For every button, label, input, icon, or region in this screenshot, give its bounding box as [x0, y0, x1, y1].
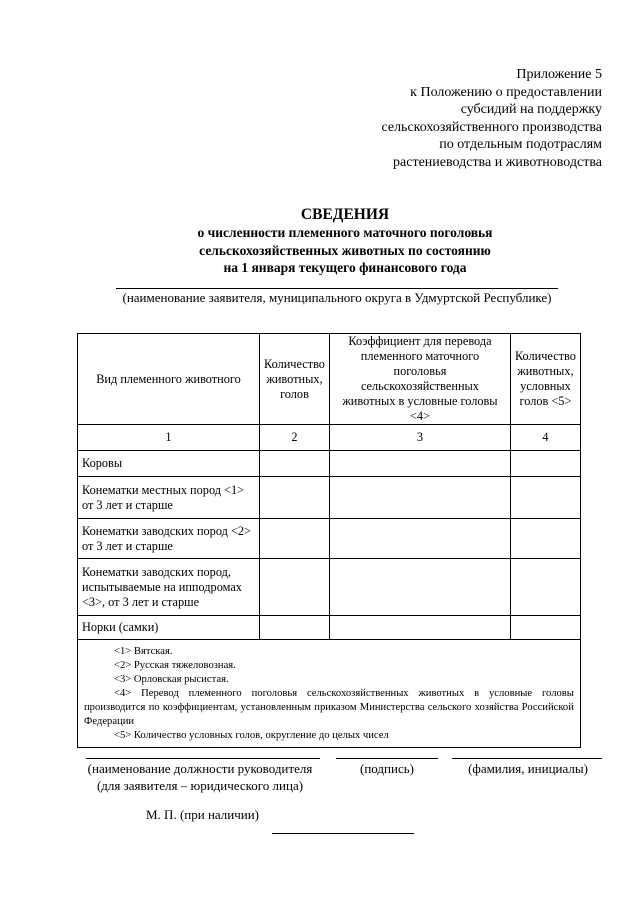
table-cell-empty: [329, 451, 510, 477]
table-row: [78, 559, 581, 616]
row-label: Норки (самки): [78, 616, 260, 640]
appendix-line: растениеводства и животноводства: [393, 154, 602, 170]
appendix-reference: [330, 66, 602, 171]
appendix-line: сельскохозяйственного производства: [381, 119, 602, 135]
applicant-name-line: [116, 288, 558, 289]
header-animal-count: Количество животных, голов: [260, 334, 330, 425]
table-header-row: [78, 334, 581, 425]
appendix-line: по отдельным подотраслям: [439, 137, 602, 152]
footnote: <5> Количество условных голов, округление до целых чисел: [114, 730, 389, 741]
position-signature-line: [86, 758, 320, 759]
header-animal-type: Вид племенного животного: [78, 334, 260, 425]
footnote: <3> Орловская рысистая.: [114, 674, 229, 685]
table-cell-empty: [510, 477, 580, 519]
livestock-table: [77, 333, 581, 748]
footnote: <1> Вятская.: [114, 646, 173, 657]
position-caption: (наименование должности руководителя: [87, 761, 313, 776]
table-cell-empty: [260, 477, 330, 519]
column-number-row: [78, 425, 581, 451]
row-label: Конематки заводских пород, испытываемые на ипподромах <3>, от 3 лет и старше: [78, 559, 260, 616]
table-cell-empty: [260, 451, 330, 477]
column-number: 1: [78, 425, 260, 451]
table-cell-empty: [329, 519, 510, 559]
table-cell-empty: [329, 477, 510, 519]
signature-line: [336, 758, 438, 759]
title-main: СВЕДЕНИЯ: [300, 206, 390, 223]
table-cell-empty: [329, 616, 510, 640]
footnote: <2> Русская тяжеловозная.: [114, 660, 236, 671]
table-row: [78, 451, 581, 477]
table-cell-empty: [510, 559, 580, 616]
title-line: сельскохозяйственных животных по состоянию: [199, 242, 491, 258]
stamp-label: М. П. (при наличии): [146, 807, 260, 822]
applicant-name-caption: (наименование заявителя, муниципального округа в Удмуртской Республике): [122, 290, 552, 305]
document-title: [0, 205, 640, 277]
header-conditional-heads: Количество животных, условных голов <5>: [510, 334, 580, 425]
row-label: Конематки заводских пород <2> от 3 лет и старше: [78, 519, 260, 559]
table-cell-empty: [510, 519, 580, 559]
title-line: о численности племенного маточного поголовья: [197, 225, 493, 240]
table-notes: [78, 640, 581, 748]
table-cell-empty: [260, 519, 330, 559]
position-caption: (для заявителя – юридического лица): [96, 778, 304, 793]
table-notes-row: [78, 640, 581, 748]
table-row: [78, 616, 581, 640]
column-number: 3: [329, 425, 510, 451]
table-cell-empty: [260, 616, 330, 640]
table-row: [78, 477, 581, 519]
row-label: Коровы: [78, 451, 260, 477]
header-conversion-coefficient: Коэффициент для перевода племенного маточного поголовья сельскохозяйственных животных в условные головы <4>: [329, 334, 510, 425]
table-cell-empty: [260, 559, 330, 616]
name-signature-line: [452, 758, 602, 759]
name-caption: (фамилия, инициалы): [468, 761, 588, 776]
appendix-line: к Положению о предоставлении: [410, 84, 602, 100]
table-cell-empty: [329, 559, 510, 616]
table-cell-empty: [510, 616, 580, 640]
appendix-line: Приложение 5: [516, 67, 602, 82]
table-cell-empty: [510, 451, 580, 477]
table-row: [78, 519, 581, 559]
row-label: Конематки местных пород <1> от 3 лет и старше: [78, 477, 260, 519]
column-number: 4: [510, 425, 580, 451]
signature-caption: (подпись): [360, 761, 414, 776]
column-number: 2: [260, 425, 330, 451]
stamp-line: [272, 833, 414, 834]
appendix-line: субсидий на поддержку: [460, 102, 602, 117]
footnote: <4> Перевод племенного поголовья сельскохозяйственных животных в условные головы производится по коэффициентам, установленным приказом Министерства сельского хозяйства Российской Федерации: [84, 688, 574, 727]
title-line: на 1 января текущего финансового года: [223, 260, 467, 275]
